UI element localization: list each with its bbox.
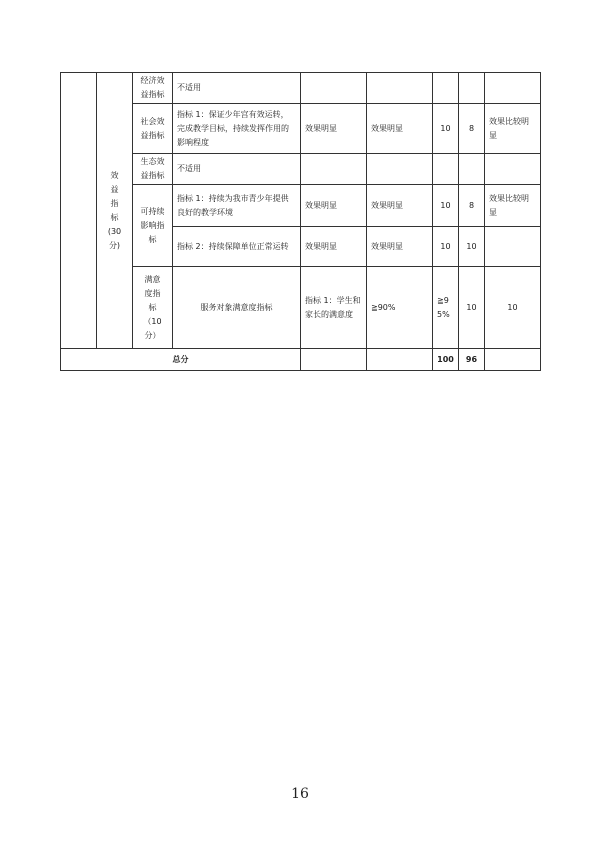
sustainable-actual: 效果明显	[367, 227, 433, 267]
satisfaction-category-cell	[133, 267, 173, 349]
category-text: （10	[143, 316, 162, 326]
sustainable-weight: 10	[433, 227, 459, 267]
ecological-actual	[367, 154, 433, 185]
sustainable-indicator: 指标 1：持续为我市青少年提供良好的教学环境	[173, 185, 301, 227]
economic-note	[485, 73, 541, 104]
table-row	[61, 73, 541, 104]
economic-label: 经济效益指标	[133, 73, 173, 104]
social-label: 社会效益指标	[133, 104, 173, 154]
satisfaction-indicator: 指标 1：学生和家长的满意度	[301, 267, 367, 349]
category-text: 度指	[144, 288, 161, 298]
sustainable-target: 效果明显	[301, 227, 367, 267]
satisfaction-score: 10	[485, 267, 541, 349]
category-text: 分)	[108, 240, 121, 250]
sustainable-target: 效果明显	[301, 185, 367, 227]
ecological-label: 生态效益指标	[133, 154, 173, 185]
social-actual: 效果明显	[367, 104, 433, 154]
table-row	[61, 185, 541, 227]
category-text: 标	[110, 212, 119, 222]
category-text: (30	[107, 226, 122, 236]
performance-table	[60, 72, 541, 371]
total-row	[61, 349, 541, 371]
ecological-indicator: 不适用	[173, 154, 301, 185]
ecological-note	[485, 154, 541, 185]
category-text: 标	[148, 302, 157, 312]
sustainable-note: 效果比较明显	[485, 185, 541, 227]
category-text: 效	[110, 170, 119, 180]
sustainable-label: 可持续影响指标	[133, 185, 173, 267]
social-indicator: 指标 1：保证少年宫有效运转，完成教学目标，持续发挥作用的影响程度	[173, 104, 301, 154]
table-row	[61, 154, 541, 185]
economic-indicator: 不适用	[173, 73, 301, 104]
sustainable-actual: 效果明显	[367, 185, 433, 227]
total-label: 总分	[61, 349, 301, 371]
social-score: 8	[459, 104, 485, 154]
satisfaction-weight: 10	[459, 267, 485, 349]
category-text: 满意	[144, 274, 161, 284]
satisfaction-target: ≧90%	[367, 267, 433, 349]
outer-blank-cell	[61, 73, 97, 349]
category-text: 益	[110, 184, 119, 194]
category-text: 分）	[144, 330, 161, 340]
sustainable-score: 10	[459, 227, 485, 267]
ecological-weight	[433, 154, 459, 185]
page-number: 16	[291, 786, 309, 802]
table-row	[61, 104, 541, 154]
category-text: 指	[110, 198, 119, 208]
ecological-score	[459, 154, 485, 185]
social-note: 效果比较明显	[485, 104, 541, 154]
economic-score	[459, 73, 485, 104]
sustainable-weight: 10	[433, 185, 459, 227]
total-weight: 100	[433, 349, 459, 371]
total-target	[301, 349, 367, 371]
sustainable-indicator: 指标 2：持续保障单位正常运转	[173, 227, 301, 267]
total-note	[485, 349, 541, 371]
sustainable-score: 8	[459, 185, 485, 227]
total-actual	[367, 349, 433, 371]
satisfaction-actual: ≧95%	[433, 267, 459, 349]
economic-weight	[433, 73, 459, 104]
benefit-category-cell	[97, 73, 133, 349]
social-target: 效果明显	[301, 104, 367, 154]
total-score: 96	[459, 349, 485, 371]
economic-target	[301, 73, 367, 104]
table-row	[61, 267, 541, 349]
ecological-target	[301, 154, 367, 185]
sustainable-note	[485, 227, 541, 267]
economic-actual	[367, 73, 433, 104]
social-weight: 10	[433, 104, 459, 154]
satisfaction-sub-label: 服务对象满意度指标	[173, 267, 301, 349]
